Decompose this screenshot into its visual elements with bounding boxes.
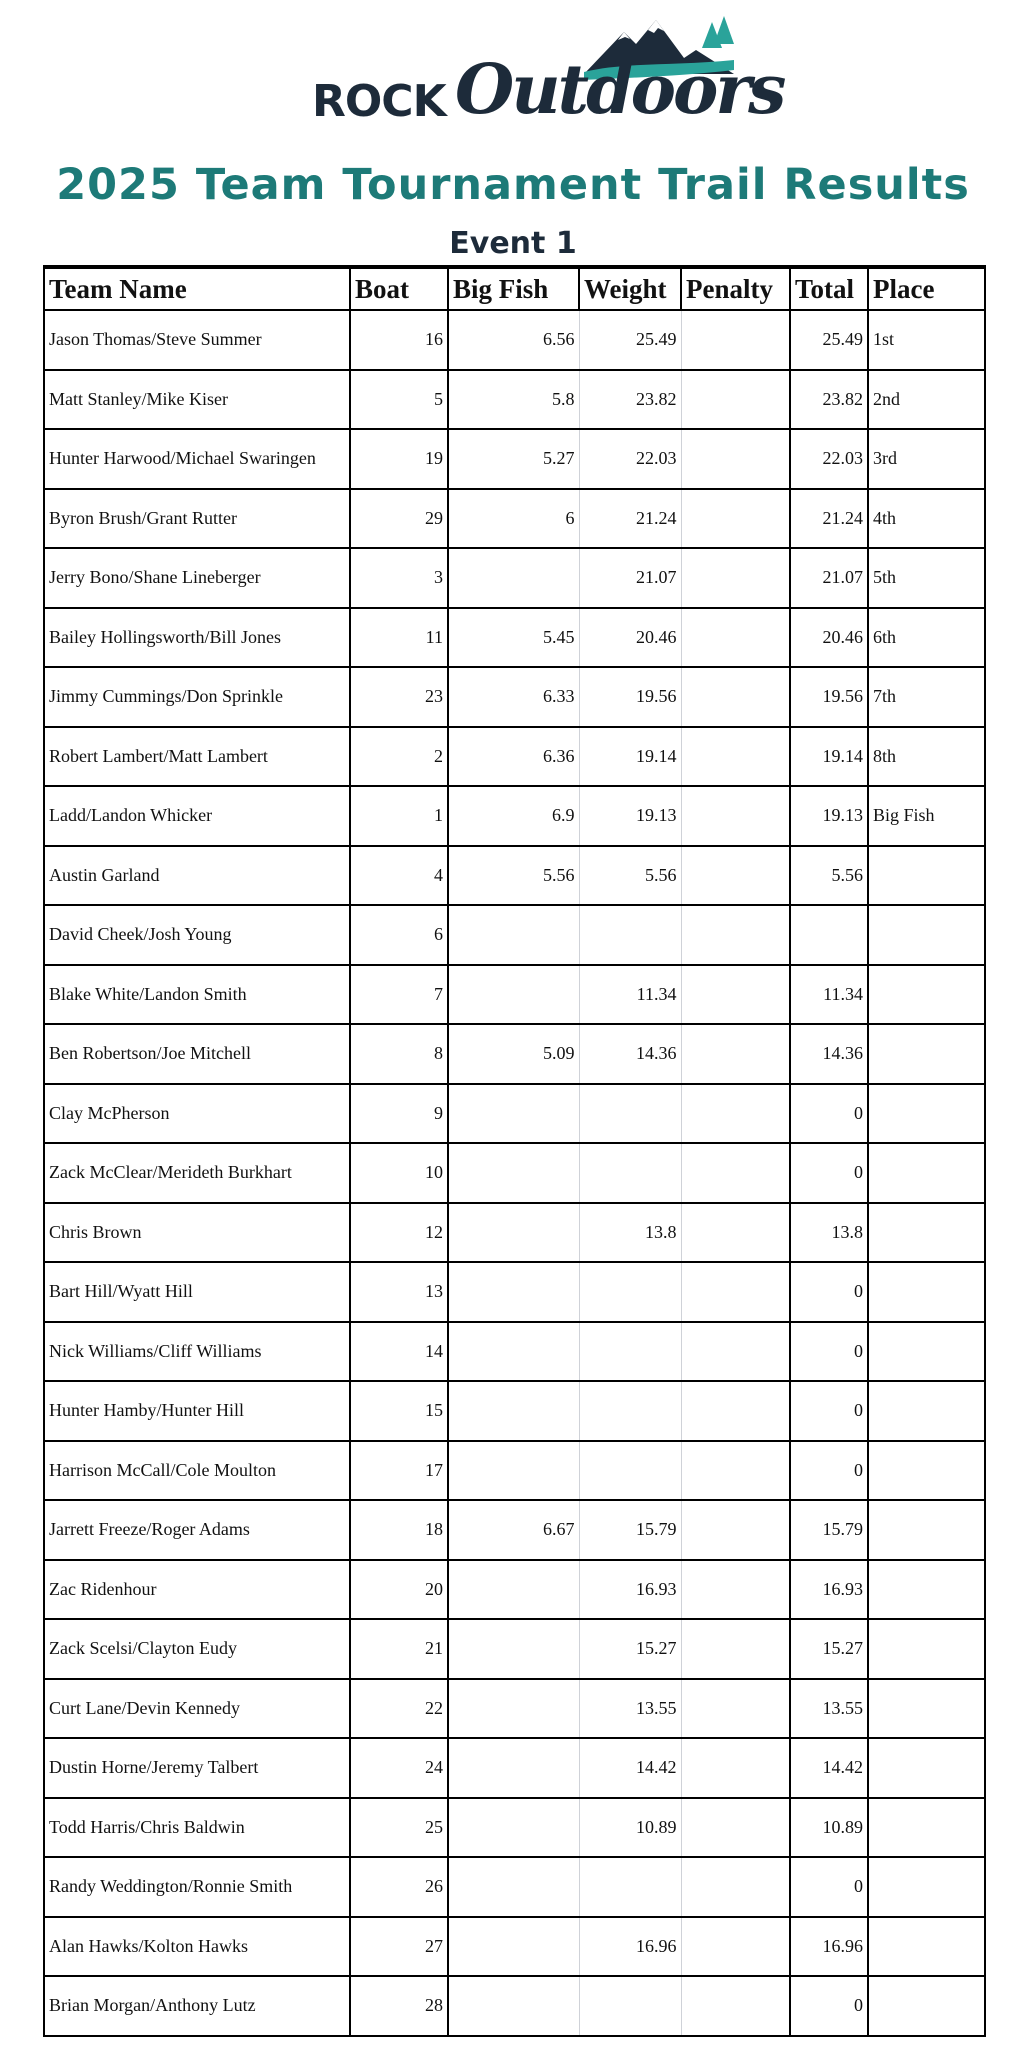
table-row bbox=[44, 1619, 985, 1679]
weight-cell bbox=[579, 1441, 681, 1501]
place-cell: 1st bbox=[868, 310, 985, 370]
logo-rock-text: ROCK bbox=[312, 76, 446, 127]
boat-cell: 10 bbox=[350, 1143, 448, 1203]
place-cell bbox=[868, 1262, 985, 1322]
table-row bbox=[44, 1441, 985, 1501]
big-fish-cell bbox=[448, 1322, 579, 1382]
penalty-cell bbox=[681, 489, 790, 549]
team-name-cell: Jimmy Cummings/Don Sprinkle bbox=[44, 667, 350, 727]
big-fish-cell: 5.45 bbox=[448, 608, 579, 668]
big-fish-cell bbox=[448, 548, 579, 608]
boat-cell: 26 bbox=[350, 1857, 448, 1917]
boat-cell: 14 bbox=[350, 1322, 448, 1382]
table-row bbox=[44, 1084, 985, 1144]
boat-cell: 7 bbox=[350, 965, 448, 1025]
place-cell bbox=[868, 846, 985, 906]
boat-cell: 23 bbox=[350, 667, 448, 727]
weight-cell: 21.24 bbox=[579, 489, 681, 549]
team-name-cell: Blake White/Landon Smith bbox=[44, 965, 350, 1025]
rock-outdoors-logo bbox=[312, 14, 784, 142]
total-cell: 11.34 bbox=[790, 965, 868, 1025]
total-cell: 0 bbox=[790, 1857, 868, 1917]
team-name-cell: Chris Brown bbox=[44, 1203, 350, 1263]
total-cell: 19.14 bbox=[790, 727, 868, 787]
total-cell: 15.27 bbox=[790, 1619, 868, 1679]
weight-cell: 11.34 bbox=[579, 965, 681, 1025]
place-cell bbox=[868, 1917, 985, 1977]
big-fish-cell bbox=[448, 1976, 579, 2036]
header-boat: Boat bbox=[350, 267, 448, 310]
header-total: Total bbox=[790, 267, 868, 310]
table-row bbox=[44, 1679, 985, 1739]
boat-cell: 9 bbox=[350, 1084, 448, 1144]
total-cell: 0 bbox=[790, 1381, 868, 1441]
team-name-cell: Jason Thomas/Steve Summer bbox=[44, 310, 350, 370]
boat-cell: 25 bbox=[350, 1798, 448, 1858]
big-fish-cell: 6.33 bbox=[448, 667, 579, 727]
team-name-cell: Jerry Bono/Shane Lineberger bbox=[44, 548, 350, 608]
place-cell bbox=[868, 1500, 985, 1560]
weight-cell: 13.55 bbox=[579, 1679, 681, 1739]
big-fish-cell bbox=[448, 1798, 579, 1858]
total-cell: 19.13 bbox=[790, 786, 868, 846]
team-name-cell: Bart Hill/Wyatt Hill bbox=[44, 1262, 350, 1322]
total-cell: 0 bbox=[790, 1262, 868, 1322]
place-cell bbox=[868, 1322, 985, 1382]
penalty-cell bbox=[681, 1024, 790, 1084]
boat-cell: 24 bbox=[350, 1738, 448, 1798]
big-fish-cell bbox=[448, 1679, 579, 1739]
place-cell: 5th bbox=[868, 548, 985, 608]
table-row bbox=[44, 608, 985, 668]
team-name-cell: Jarrett Freeze/Roger Adams bbox=[44, 1500, 350, 1560]
team-name-cell: Matt Stanley/Mike Kiser bbox=[44, 370, 350, 430]
penalty-cell bbox=[681, 846, 790, 906]
total-cell: 5.56 bbox=[790, 846, 868, 906]
penalty-cell bbox=[681, 667, 790, 727]
total-cell: 22.03 bbox=[790, 429, 868, 489]
place-cell bbox=[868, 1857, 985, 1917]
total-cell: 15.79 bbox=[790, 1500, 868, 1560]
table-row bbox=[44, 1917, 985, 1977]
weight-cell: 16.96 bbox=[579, 1917, 681, 1977]
weight-cell: 23.82 bbox=[579, 370, 681, 430]
weight-cell bbox=[579, 1262, 681, 1322]
boat-cell: 28 bbox=[350, 1976, 448, 2036]
penalty-cell bbox=[681, 1143, 790, 1203]
table-row bbox=[44, 1500, 985, 1560]
big-fish-cell: 5.8 bbox=[448, 370, 579, 430]
penalty-cell bbox=[681, 727, 790, 787]
big-fish-cell bbox=[448, 1857, 579, 1917]
team-name-cell: Brian Morgan/Anthony Lutz bbox=[44, 1976, 350, 2036]
place-cell bbox=[868, 1024, 985, 1084]
table-row bbox=[44, 846, 985, 906]
table-row bbox=[44, 489, 985, 549]
team-name-cell: Clay McPherson bbox=[44, 1084, 350, 1144]
table-row bbox=[44, 1322, 985, 1382]
logo-outdoors-text: Outdoors bbox=[455, 50, 784, 130]
big-fish-cell bbox=[448, 905, 579, 965]
team-name-cell: Alan Hawks/Kolton Hawks bbox=[44, 1917, 350, 1977]
table-row bbox=[44, 905, 985, 965]
team-name-cell: Hunter Harwood/Michael Swaringen bbox=[44, 429, 350, 489]
big-fish-cell: 6.9 bbox=[448, 786, 579, 846]
weight-cell: 19.13 bbox=[579, 786, 681, 846]
total-cell: 0 bbox=[790, 1143, 868, 1203]
weight-cell: 13.8 bbox=[579, 1203, 681, 1263]
big-fish-cell: 5.56 bbox=[448, 846, 579, 906]
boat-cell: 11 bbox=[350, 608, 448, 668]
boat-cell: 27 bbox=[350, 1917, 448, 1977]
weight-cell: 14.42 bbox=[579, 1738, 681, 1798]
penalty-cell bbox=[681, 1679, 790, 1739]
page-title: 2025 Team Tournament Trail Results bbox=[56, 160, 970, 210]
place-cell bbox=[868, 1619, 985, 1679]
total-cell: 0 bbox=[790, 1976, 868, 2036]
weight-cell: 15.79 bbox=[579, 1500, 681, 1560]
header-place: Place bbox=[868, 267, 985, 310]
weight-cell: 14.36 bbox=[579, 1024, 681, 1084]
penalty-cell bbox=[681, 1084, 790, 1144]
big-fish-cell: 5.27 bbox=[448, 429, 579, 489]
place-cell: 8th bbox=[868, 727, 985, 787]
penalty-cell bbox=[681, 1798, 790, 1858]
penalty-cell bbox=[681, 1738, 790, 1798]
boat-cell: 18 bbox=[350, 1500, 448, 1560]
total-cell: 21.07 bbox=[790, 548, 868, 608]
penalty-cell bbox=[681, 429, 790, 489]
big-fish-cell: 5.09 bbox=[448, 1024, 579, 1084]
table-row bbox=[44, 310, 985, 370]
table-row bbox=[44, 1143, 985, 1203]
team-name-cell: Nick Williams/Cliff Williams bbox=[44, 1322, 350, 1382]
boat-cell: 1 bbox=[350, 786, 448, 846]
weight-cell bbox=[579, 1857, 681, 1917]
weight-cell: 5.56 bbox=[579, 846, 681, 906]
header-team-name: Team Name bbox=[44, 267, 350, 310]
team-name-cell: Harrison McCall/Cole Moulton bbox=[44, 1441, 350, 1501]
big-fish-cell bbox=[448, 1262, 579, 1322]
boat-cell: 22 bbox=[350, 1679, 448, 1739]
boat-cell: 17 bbox=[350, 1441, 448, 1501]
weight-cell: 19.14 bbox=[579, 727, 681, 787]
penalty-cell bbox=[681, 1441, 790, 1501]
penalty-cell bbox=[681, 1381, 790, 1441]
boat-cell: 19 bbox=[350, 429, 448, 489]
boat-cell: 6 bbox=[350, 905, 448, 965]
place-cell: Big Fish bbox=[868, 786, 985, 846]
penalty-cell bbox=[681, 1917, 790, 1977]
place-cell bbox=[868, 965, 985, 1025]
big-fish-cell bbox=[448, 1917, 579, 1977]
penalty-cell bbox=[681, 310, 790, 370]
weight-cell: 16.93 bbox=[579, 1560, 681, 1620]
weight-cell: 20.46 bbox=[579, 608, 681, 668]
big-fish-cell bbox=[448, 1381, 579, 1441]
boat-cell: 21 bbox=[350, 1619, 448, 1679]
penalty-cell bbox=[681, 1976, 790, 2036]
table-row bbox=[44, 1976, 985, 2036]
weight-cell: 19.56 bbox=[579, 667, 681, 727]
table-row bbox=[44, 370, 985, 430]
table-row bbox=[44, 1381, 985, 1441]
team-name-cell: Ben Robertson/Joe Mitchell bbox=[44, 1024, 350, 1084]
penalty-cell bbox=[681, 1500, 790, 1560]
header-penalty: Penalty bbox=[681, 267, 790, 310]
table-row bbox=[44, 548, 985, 608]
place-cell bbox=[868, 1560, 985, 1620]
big-fish-cell: 6 bbox=[448, 489, 579, 549]
place-cell bbox=[868, 1738, 985, 1798]
place-cell bbox=[868, 905, 985, 965]
weight-cell: 15.27 bbox=[579, 1619, 681, 1679]
weight-cell bbox=[579, 1084, 681, 1144]
weight-cell: 22.03 bbox=[579, 429, 681, 489]
total-cell bbox=[790, 905, 868, 965]
total-cell: 0 bbox=[790, 1322, 868, 1382]
table-row bbox=[44, 1262, 985, 1322]
penalty-cell bbox=[681, 1262, 790, 1322]
total-cell: 10.89 bbox=[790, 1798, 868, 1858]
boat-cell: 20 bbox=[350, 1560, 448, 1620]
big-fish-cell bbox=[448, 1619, 579, 1679]
results-table bbox=[43, 265, 986, 2037]
table-row bbox=[44, 1560, 985, 1620]
place-cell bbox=[868, 1203, 985, 1263]
penalty-cell bbox=[681, 1322, 790, 1382]
place-cell: 6th bbox=[868, 608, 985, 668]
weight-cell bbox=[579, 1322, 681, 1382]
total-cell: 16.93 bbox=[790, 1560, 868, 1620]
big-fish-cell bbox=[448, 1441, 579, 1501]
big-fish-cell: 6.56 bbox=[448, 310, 579, 370]
table-row bbox=[44, 429, 985, 489]
event-subtitle: Event 1 bbox=[449, 226, 577, 261]
total-cell: 20.46 bbox=[790, 608, 868, 668]
team-name-cell: Zack McClear/Merideth Burkhart bbox=[44, 1143, 350, 1203]
big-fish-cell bbox=[448, 1084, 579, 1144]
penalty-cell bbox=[681, 1619, 790, 1679]
penalty-cell bbox=[681, 965, 790, 1025]
total-cell: 19.56 bbox=[790, 667, 868, 727]
team-name-cell: Hunter Hamby/Hunter Hill bbox=[44, 1381, 350, 1441]
place-cell: 3rd bbox=[868, 429, 985, 489]
big-fish-cell: 6.36 bbox=[448, 727, 579, 787]
total-cell: 25.49 bbox=[790, 310, 868, 370]
table-row bbox=[44, 1798, 985, 1858]
big-fish-cell bbox=[448, 1203, 579, 1263]
total-cell: 0 bbox=[790, 1084, 868, 1144]
table-row bbox=[44, 1857, 985, 1917]
boat-cell: 29 bbox=[350, 489, 448, 549]
total-cell: 21.24 bbox=[790, 489, 868, 549]
place-cell: 7th bbox=[868, 667, 985, 727]
boat-cell: 4 bbox=[350, 846, 448, 906]
team-name-cell: Todd Harris/Chris Baldwin bbox=[44, 1798, 350, 1858]
weight-cell bbox=[579, 1143, 681, 1203]
boat-cell: 13 bbox=[350, 1262, 448, 1322]
place-cell bbox=[868, 1798, 985, 1858]
place-cell bbox=[868, 1441, 985, 1501]
place-cell bbox=[868, 1143, 985, 1203]
team-name-cell: Curt Lane/Devin Kennedy bbox=[44, 1679, 350, 1739]
team-name-cell: Ladd/Landon Whicker bbox=[44, 786, 350, 846]
table-row bbox=[44, 786, 985, 846]
weight-cell: 25.49 bbox=[579, 310, 681, 370]
big-fish-cell bbox=[448, 1738, 579, 1798]
place-cell bbox=[868, 1976, 985, 2036]
boat-cell: 3 bbox=[350, 548, 448, 608]
place-cell: 2nd bbox=[868, 370, 985, 430]
weight-cell: 10.89 bbox=[579, 1798, 681, 1858]
place-cell bbox=[868, 1381, 985, 1441]
big-fish-cell bbox=[448, 1143, 579, 1203]
total-cell: 16.96 bbox=[790, 1917, 868, 1977]
weight-cell bbox=[579, 1381, 681, 1441]
penalty-cell bbox=[681, 370, 790, 430]
total-cell: 14.42 bbox=[790, 1738, 868, 1798]
penalty-cell bbox=[681, 786, 790, 846]
table-row bbox=[44, 1738, 985, 1798]
table-row bbox=[44, 667, 985, 727]
table-row bbox=[44, 1024, 985, 1084]
penalty-cell bbox=[681, 1203, 790, 1263]
penalty-cell bbox=[681, 608, 790, 668]
team-name-cell: Austin Garland bbox=[44, 846, 350, 906]
team-name-cell: Dustin Horne/Jeremy Talbert bbox=[44, 1738, 350, 1798]
header-weight: Weight bbox=[579, 267, 681, 310]
team-name-cell: David Cheek/Josh Young bbox=[44, 905, 350, 965]
total-cell: 13.55 bbox=[790, 1679, 868, 1739]
boat-cell: 12 bbox=[350, 1203, 448, 1263]
boat-cell: 8 bbox=[350, 1024, 448, 1084]
big-fish-cell bbox=[448, 1560, 579, 1620]
total-cell: 14.36 bbox=[790, 1024, 868, 1084]
weight-cell: 21.07 bbox=[579, 548, 681, 608]
penalty-cell bbox=[681, 1857, 790, 1917]
penalty-cell bbox=[681, 905, 790, 965]
weight-cell bbox=[579, 905, 681, 965]
big-fish-cell: 6.67 bbox=[448, 1500, 579, 1560]
table-row bbox=[44, 965, 985, 1025]
table-header-row bbox=[44, 267, 985, 310]
team-name-cell: Zac Ridenhour bbox=[44, 1560, 350, 1620]
table-row bbox=[44, 727, 985, 787]
team-name-cell: Randy Weddington/Ronnie Smith bbox=[44, 1857, 350, 1917]
team-name-cell: Bailey Hollingsworth/Bill Jones bbox=[44, 608, 350, 668]
table-row bbox=[44, 1203, 985, 1263]
place-cell bbox=[868, 1084, 985, 1144]
team-name-cell: Robert Lambert/Matt Lambert bbox=[44, 727, 350, 787]
header-big-fish: Big Fish bbox=[448, 267, 579, 310]
place-cell: 4th bbox=[868, 489, 985, 549]
total-cell: 23.82 bbox=[790, 370, 868, 430]
results-table-container bbox=[43, 265, 984, 2037]
penalty-cell bbox=[681, 1560, 790, 1620]
boat-cell: 5 bbox=[350, 370, 448, 430]
boat-cell: 15 bbox=[350, 1381, 448, 1441]
total-cell: 13.8 bbox=[790, 1203, 868, 1263]
boat-cell: 16 bbox=[350, 310, 448, 370]
penalty-cell bbox=[681, 548, 790, 608]
team-name-cell: Byron Brush/Grant Rutter bbox=[44, 489, 350, 549]
place-cell bbox=[868, 1679, 985, 1739]
big-fish-cell bbox=[448, 965, 579, 1025]
boat-cell: 2 bbox=[350, 727, 448, 787]
weight-cell bbox=[579, 1976, 681, 2036]
team-name-cell: Zack Scelsi/Clayton Eudy bbox=[44, 1619, 350, 1679]
total-cell: 0 bbox=[790, 1441, 868, 1501]
